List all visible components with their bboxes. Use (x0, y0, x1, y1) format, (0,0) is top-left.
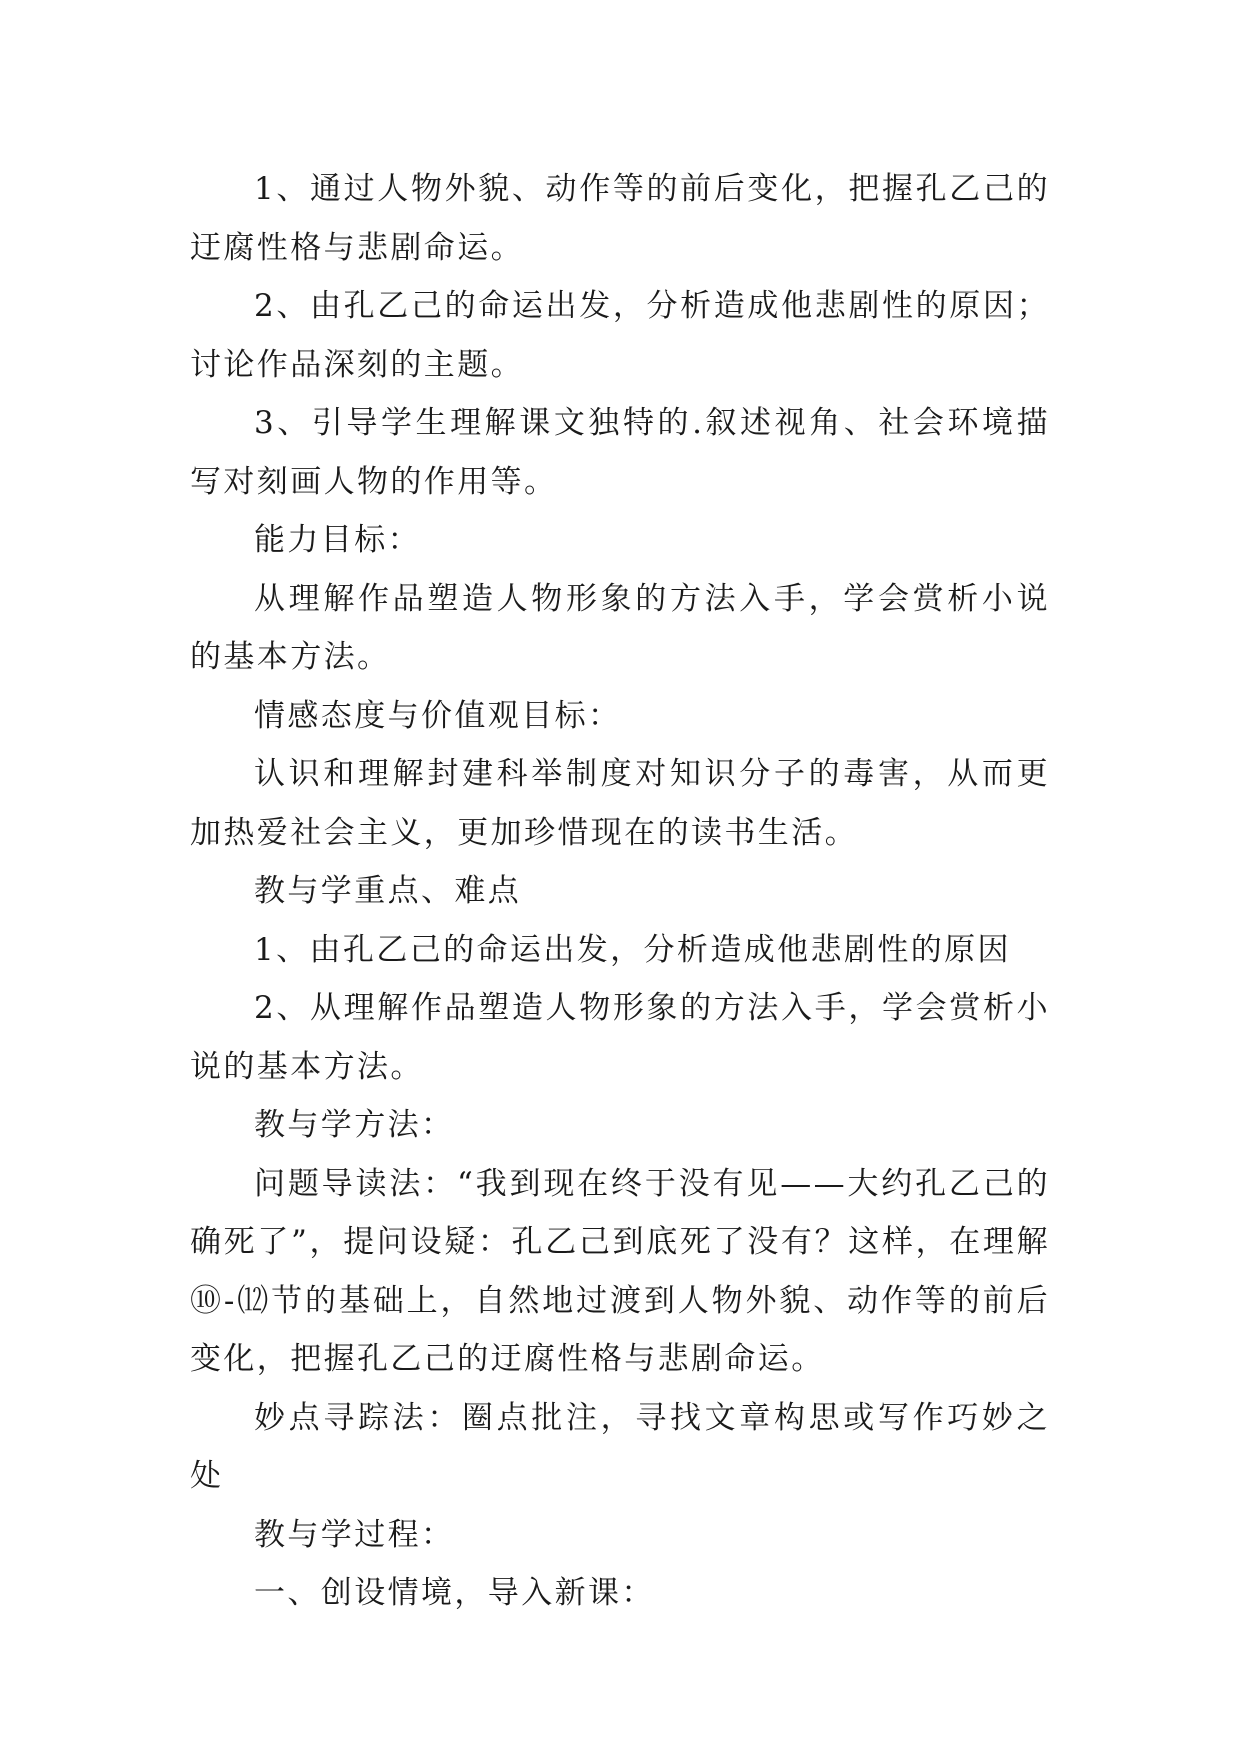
heading-methods: 教与学方法： (254, 1107, 455, 1143)
document-body (190, 160, 1050, 1623)
heading-emotion-goal: 情感态度与价值观目标： (254, 697, 622, 734)
heading-key-points: 教与学重点、难点 (254, 873, 522, 909)
paragraph-objective-3: 3、引导学生理解课文独特的.叙述视角、社会环境描写对刻画人物的作用等。 (190, 405, 1050, 500)
paragraph-method-annotation: 妙点寻踪法：圈点批注，寻找文章构思或写作巧妙之处 (190, 1399, 1050, 1494)
paragraph-objective-2: 2、由孔乙己的命运出发，分析造成他悲剧性的原因；讨论作品深刻的主题。 (190, 288, 1050, 383)
heading-process: 教与学过程： (254, 1516, 455, 1553)
paragraph-objective-1: 1、通过人物外貌、动作等的前后变化，把握孔乙己的迂腐性格与悲剧命运。 (190, 171, 1050, 266)
heading-ability-goal: 能力目标： (254, 522, 421, 558)
paragraph-key-point-2: 2、从理解作品塑造人物形象的方法入手，学会赏析小说的基本方法。 (190, 990, 1050, 1085)
paragraph-emotion-goal: 认识和理解封建科举制度对知识分子的毒害，从而更加热爱社会主义，更加珍惜现在的读书生活。 (190, 756, 1050, 851)
paragraph-key-point-1: 1、由孔乙己的命运出发，分析造成他悲剧性的原因 (254, 931, 1011, 968)
paragraph-process-step-1: 一、创设情境，导入新课： (254, 1575, 655, 1611)
paragraph-ability-goal: 从理解作品塑造人物形象的方法入手，学会赏析小说的基本方法。 (190, 580, 1050, 675)
paragraph-method-questioning: 问题导读法：“我到现在终于没有见——大约孔乙己的确死了”，提问设疑：孔乙己到底死了没有？这样，在理解⑩-⑿节的基础上，自然地过渡到人物外貌、动作等的前后变化，把握孔乙己的迂腐性格与悲剧命运。 (190, 1165, 1050, 1377)
